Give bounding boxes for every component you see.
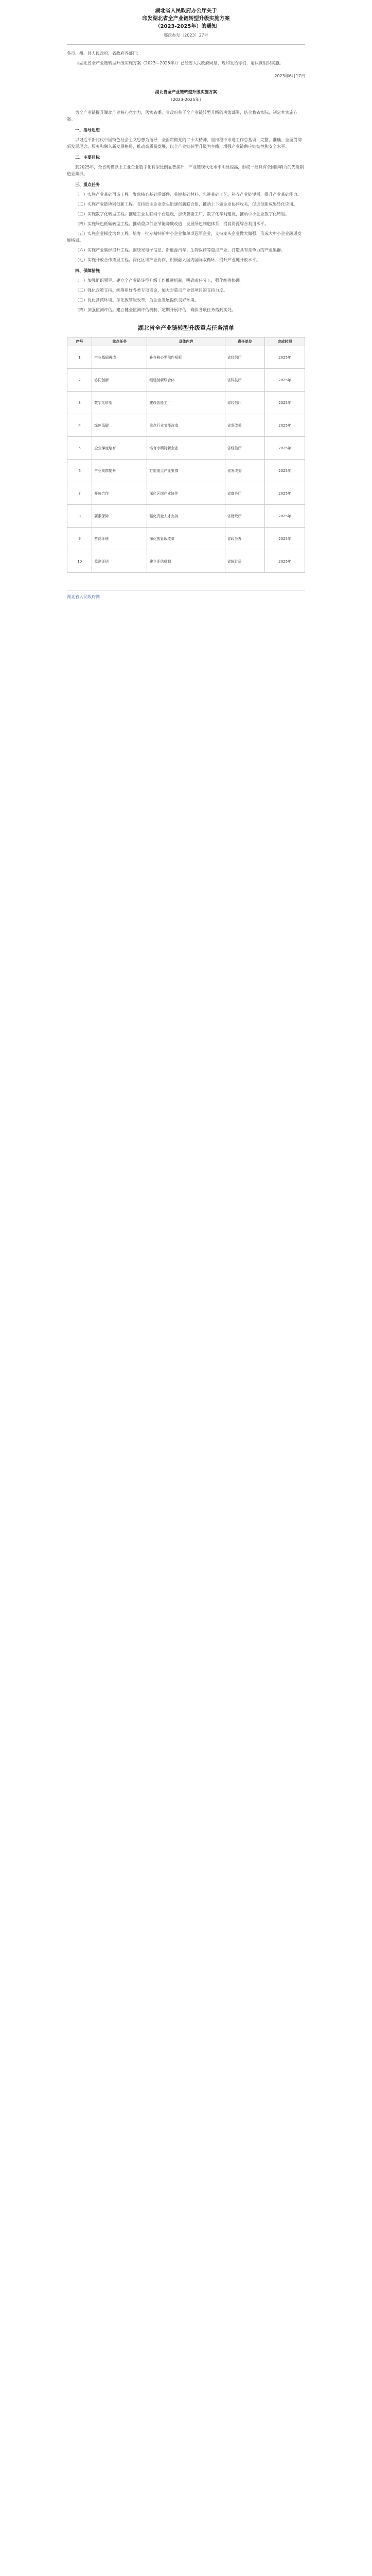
- table-row: [67, 414, 305, 437]
- task-table: [67, 337, 305, 573]
- table-cell: 2025年: [265, 369, 305, 392]
- section-heading: 二、主要目标: [75, 155, 100, 160]
- table-cell: 培育专精特新企业: [147, 437, 225, 460]
- paragraph: （二）实施产业链协同创新工程。支持链主企业牵头组建创新联合体，推动上下游企业协同攻关，促进创新成果转化应用。: [75, 202, 297, 207]
- paragraph: 到2025年，全省规模以上工业企业数字化转型比例显著提升，产业链现代化水平明显提高，形成一批具有全国影响力的先进制造业集群。: [67, 165, 304, 176]
- table-cell: 1: [67, 346, 92, 369]
- table-row: [67, 392, 305, 414]
- table-cell: 建立评估机制: [147, 550, 225, 573]
- table-cell: 监测评估: [92, 550, 147, 573]
- table-cell: 省发改委: [225, 460, 265, 482]
- table-cell: 2025年: [265, 482, 305, 505]
- footer-link[interactable]: 湖北省人民政府网: [67, 595, 100, 599]
- salutation: 各市、州、县人民政府，省政府各部门：: [67, 51, 141, 56]
- table-cell: 数字化转型: [92, 392, 147, 414]
- table-cell: 5: [67, 437, 92, 460]
- divider: [67, 44, 305, 45]
- table-cell: 省科技厅: [225, 369, 265, 392]
- table-cell: 要素保障: [92, 505, 147, 528]
- table-title: 湖北省全产业链转型升级重点任务清单: [138, 325, 234, 331]
- section-heading: 一、指导思想: [75, 128, 100, 132]
- table-cell: 绿色低碳: [92, 414, 147, 437]
- table-cell: 建设智能工厂: [147, 392, 225, 414]
- section-heading: 三、重点任务: [75, 182, 100, 187]
- section-heading: 四、保障措施: [75, 268, 100, 273]
- table-cell: 省政务办: [225, 528, 265, 550]
- table-cell: 省统计局: [225, 550, 265, 573]
- table-cell: 2: [67, 369, 92, 392]
- paragraph: 以习近平新时代中国特色社会主义思想为指导，全面贯彻党的二十大精神，坚持稳中求进工作总基调，完整、准确、全面贯彻新发展理念，服务和融入新发展格局，推动高质量发展，以全产业链转型升级为主线，增强产业链供应链韧性和安全水平。: [67, 138, 302, 149]
- table-row: [67, 528, 305, 550]
- table-cell: 2025年: [265, 414, 305, 437]
- header-line-1: 湖北省人民政府办公厅关于: [155, 8, 217, 14]
- column-header: 责任单位: [225, 337, 265, 346]
- paragraph: （六）实施产业集群提升工程。围绕光电子信息、新能源汽车、生物医药等重点产业，打造具有竞争力的产业集群。: [75, 248, 285, 252]
- paragraph: （一）实施产业基础再造工程。聚焦核心基础零部件、关键基础材料、先进基础工艺，补齐产业链短板，提升产业基础能力。: [75, 192, 302, 197]
- table-header-row: [67, 337, 305, 346]
- table-cell: 2025年: [265, 392, 305, 414]
- column-header: 完成时限: [265, 337, 305, 346]
- table-cell: 4: [67, 414, 92, 437]
- table-cell: 打造重点产业集群: [147, 460, 225, 482]
- paragraph: （一）加强组织领导。建立全产业链转型升级工作推进机制，明确责任分工，强化统筹协调。: [75, 278, 244, 283]
- table-cell: 2025年: [265, 505, 305, 528]
- column-header: 具体内容: [147, 337, 225, 346]
- paragraph: （二）强化政策支持。统筹用好各类专项资金，加大对重点产业链项目的支持力度。: [75, 288, 227, 293]
- document-header: [0, 0, 372, 38]
- paragraph: 为全产业链提升湖北产业核心竞争力，落实省委、省政府关于全产业链转型升级的决策部署，结合我省实际，制定本实施方案。: [67, 110, 297, 122]
- table-cell: 省商务厅: [225, 482, 265, 505]
- paragraph: （三）优化营商环境。深化放管服改革，为企业发展提供良好环境。: [75, 298, 199, 302]
- table-cell: 省经信厅: [225, 437, 265, 460]
- table-row: [67, 460, 305, 482]
- table-cell: 开放合作: [92, 482, 147, 505]
- header-line-2: 印发湖北省全产业链转型升级实施方案: [142, 16, 230, 22]
- document-number: 鄂政办发〔2023〕27号: [164, 33, 208, 38]
- table-cell: 2025年: [265, 437, 305, 460]
- table-cell: 产业基础再造: [92, 346, 147, 369]
- task-table-section: [67, 324, 305, 573]
- document-body: [67, 50, 305, 313]
- table-cell: 企业梯度培育: [92, 437, 147, 460]
- intro-paragraph: 《湖北省全产业链转型升级实施方案（2023—2025年）》已经省人民政府同意，现印发给你们，请认真组织实施。: [75, 61, 284, 65]
- table-cell: 2025年: [265, 346, 305, 369]
- document-subtitle: （2023-2025年）: [168, 97, 204, 102]
- table-cell: 2025年: [265, 460, 305, 482]
- table-cell: 3: [67, 392, 92, 414]
- table-cell: 省经信厅: [225, 392, 265, 414]
- table-cell: 10: [67, 550, 92, 573]
- column-header: 序号: [67, 337, 92, 346]
- table-cell: 省发改委: [225, 414, 265, 437]
- paragraph: （四）实施绿色低碳转型工程。推动重点行业节能降碳改造，发展绿色制造体系，提高资源综合利用水平。: [75, 222, 269, 226]
- table-cell: 省财政厅: [225, 505, 265, 528]
- paragraph: （五）实施企业梯度培育工程。培育一批专精特新中小企业和单项冠军企业，支持龙头企业做大做强，形成大中小企业融通发展格局。: [67, 231, 302, 243]
- table-cell: 9: [67, 528, 92, 550]
- issue-date: 2023年6月17日: [274, 74, 305, 78]
- table-row: [67, 369, 305, 392]
- table-row: [67, 346, 305, 369]
- table-cell: 6: [67, 460, 92, 482]
- page-footer: [67, 590, 305, 600]
- table-row: [67, 437, 305, 460]
- table-cell: 8: [67, 505, 92, 528]
- table-cell: 强化资金人才支持: [147, 505, 225, 528]
- table-row: [67, 550, 305, 573]
- table-cell: 2025年: [265, 528, 305, 550]
- table-cell: 重点行业节能改造: [147, 414, 225, 437]
- table-cell: 营商环境: [92, 528, 147, 550]
- table-cell: 组建创新联合体: [147, 369, 225, 392]
- table-cell: 深化区域产业协作: [147, 482, 225, 505]
- paragraph: （四）加强监测评估。建立健全监测评估机制，定期开展评估，确保各项任务落到实处。: [75, 308, 236, 312]
- page: [0, 0, 372, 604]
- table-row: [67, 505, 305, 528]
- table-cell: 2025年: [265, 550, 305, 573]
- column-header: 重点任务: [92, 337, 147, 346]
- header-line-3: （2023-2025年）的通知: [155, 24, 217, 29]
- paragraph: （三）实施数字化转型工程。推进工业互联网平台建设，加快智能工厂、数字化车间建设，推动中小企业数字化转型。: [75, 212, 289, 216]
- table-cell: 省经信厅: [225, 346, 265, 369]
- table-cell: 深化放管服改革: [147, 528, 225, 550]
- table-cell: 产业集群提升: [92, 460, 147, 482]
- table-row: [67, 482, 305, 505]
- table-cell: 协同创新: [92, 369, 147, 392]
- document-title: 湖北省全产业链转型升级实施方案: [155, 90, 217, 94]
- table-cell: 7: [67, 482, 92, 505]
- table-cell: 补齐核心零部件短板: [147, 346, 225, 369]
- paragraph: （七）实施开放合作拓展工程。深化区域产业协作，积极融入国内国际双循环，提升产业链开放水平。: [75, 258, 260, 262]
